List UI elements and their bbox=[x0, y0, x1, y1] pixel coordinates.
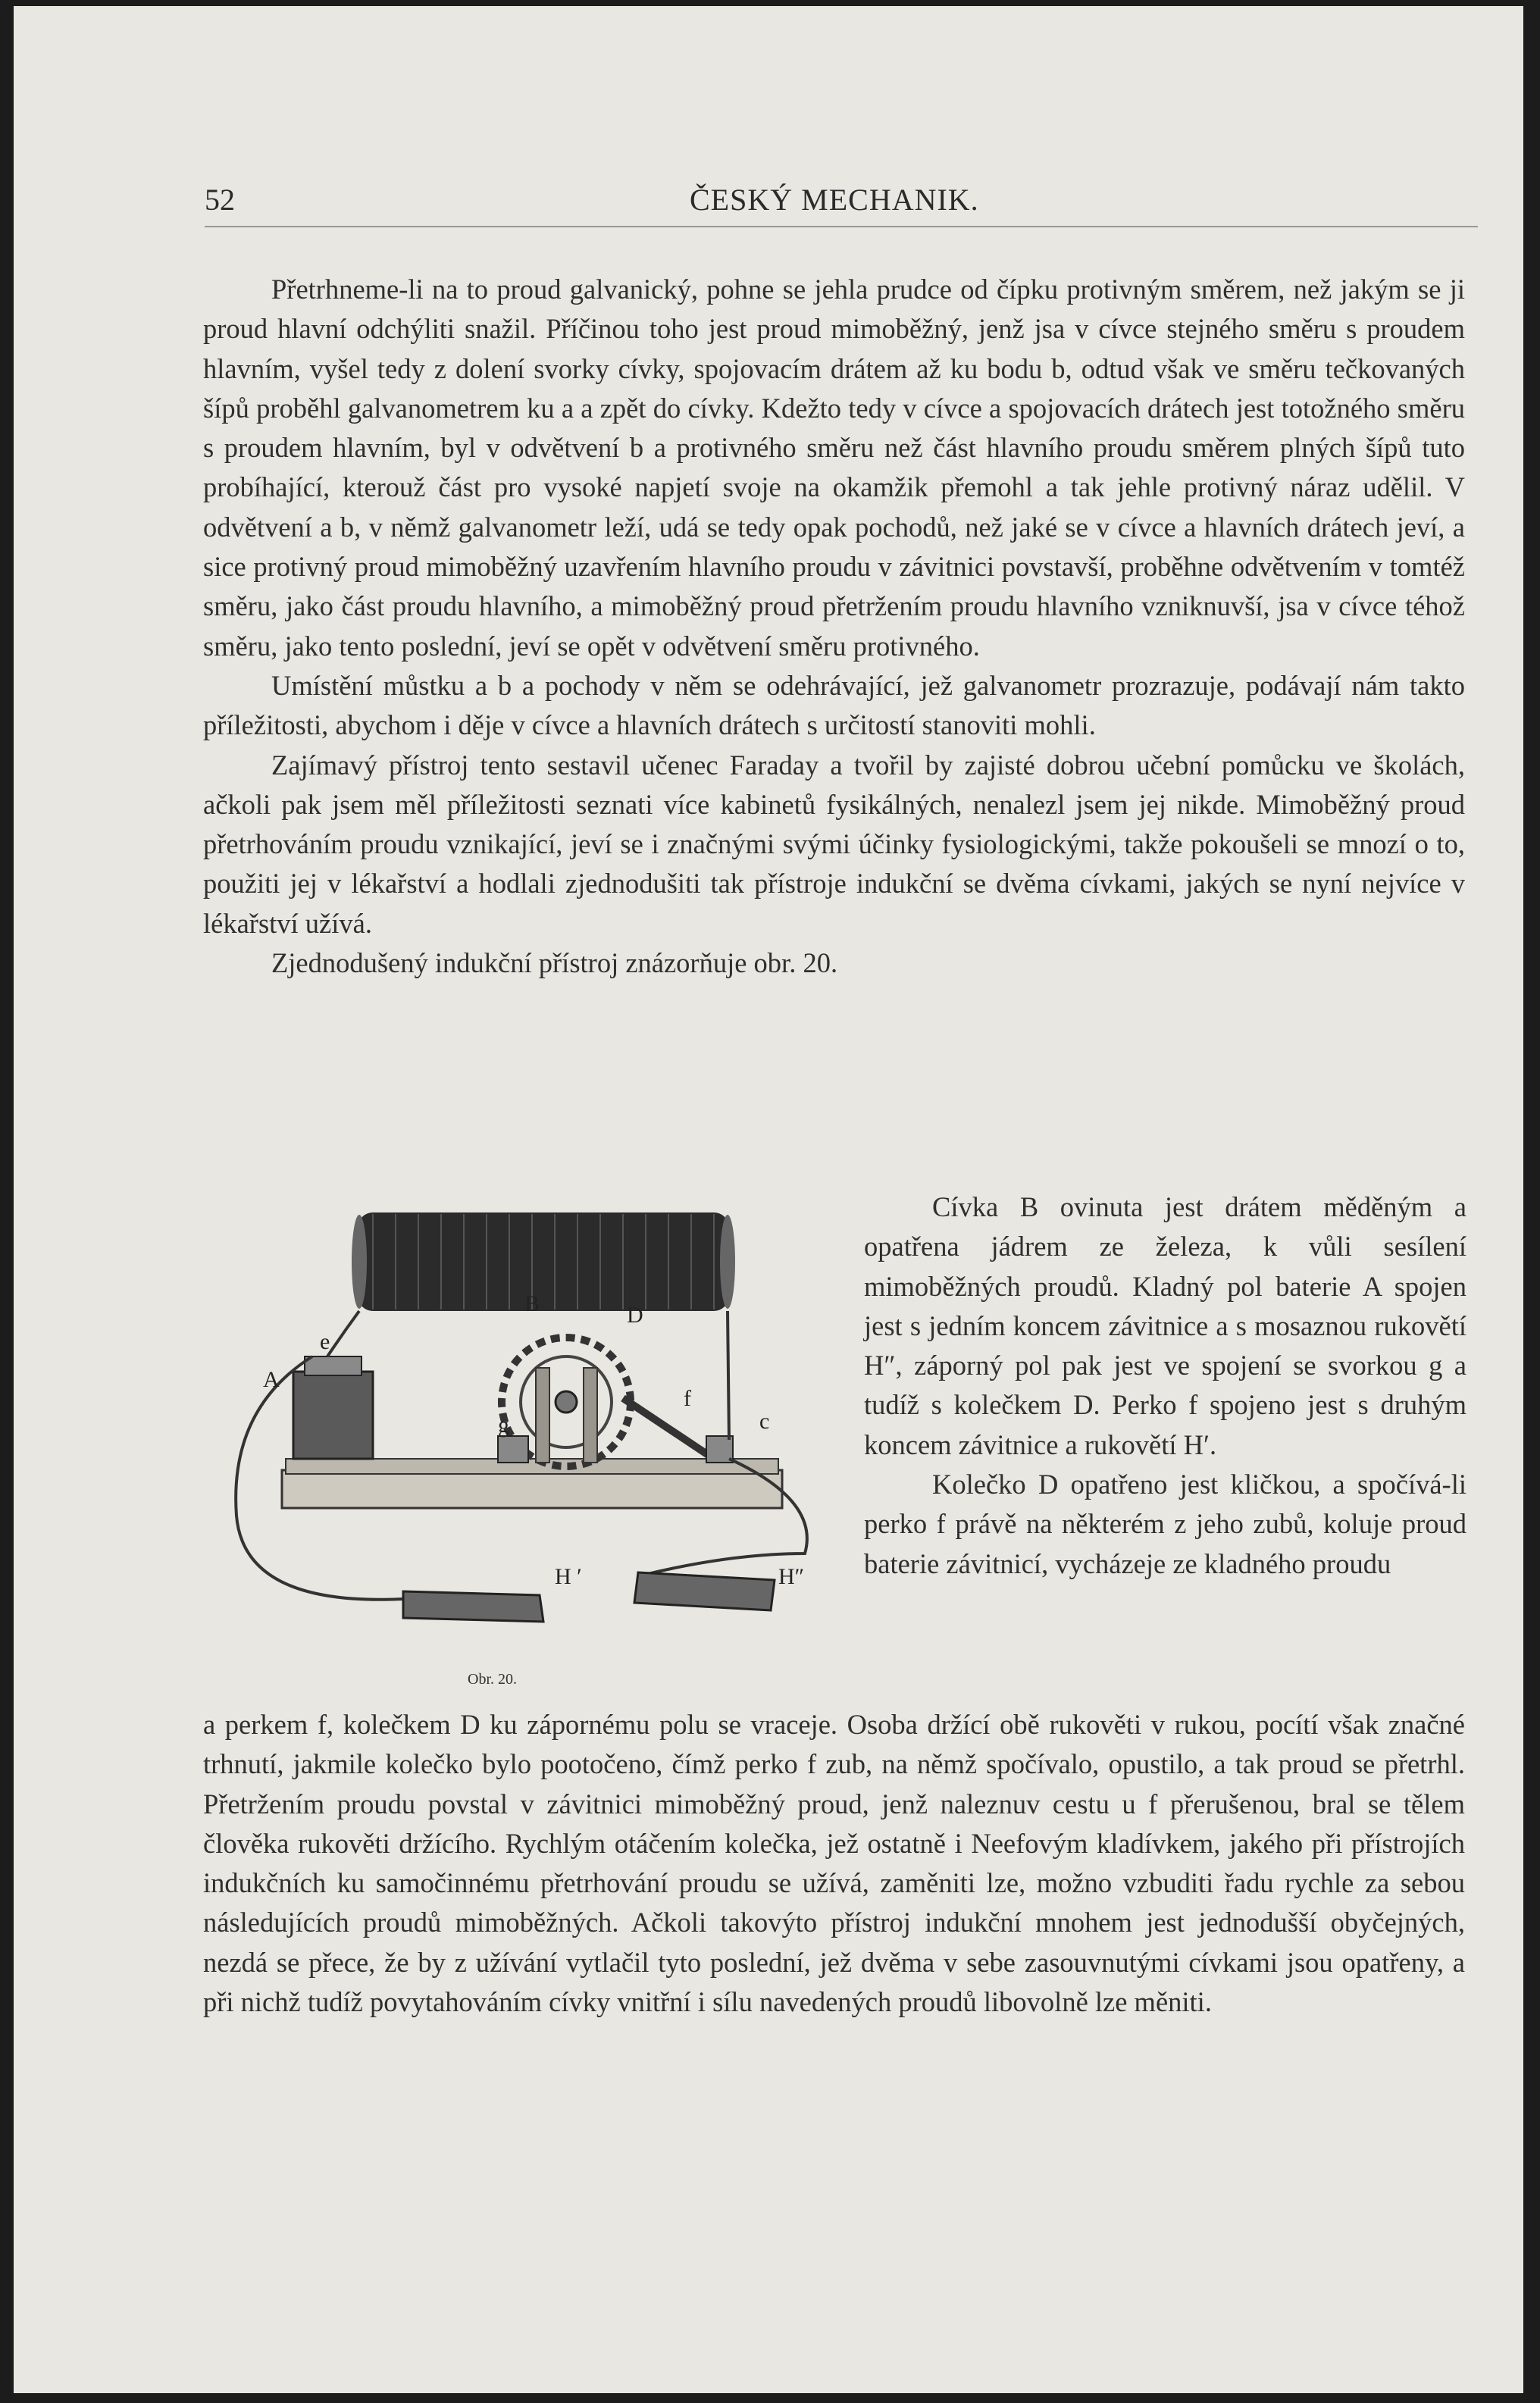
paragraph: Cívka B ovinuta jest drátem měděným a opatřena jádrem ze železa, k vůli sesílení mimoběžných proudů. Kladný pol baterie A spojen jest s jedním koncem závitnice a s mosaznou rukovětí H″, záporný pol pak jest ve spojení se svorkou g a tudíž s kolečkem D. Perko f spojeno jest s druhým koncem závitnice a rukovětí H′. bbox=[864, 1191, 1466, 1460]
wire-coil-battery bbox=[327, 1311, 359, 1356]
paragraph: Přetrhneme-li na to proud galvanický, pohne se jehla prudce od čípku protivným směrem, než jakým se ji proud hlavní odchýliti snažil. Příčinou toho jest proud mimoběžný, jenž jsa v cívce stejného směru s proudem hlavním, vyšel tedy z dolení svorky cívky, spojovacím drátem až ku bodu b, odtud však ve směru tečkovaných šípů proběhl galvanometrem ku a a zpět do cívky. Kdežto tedy v cívce a spojovacích drátech jest totožného směru s proudem hlavním, byl v odvětvení b a protivného směru než část hlavního proudu směrem plných šípů tuto probíhající, kterouž část pro vysoké napjetí svoje na okamžik přemohl a tak jehle protivný náraz udělil. V odvětvení a b, v němž galvanometr leží, udá se tedy opak pochodů, než jaké se v cívce a hlavních drátech jeví, a sice protivný proud mimoběžný uzavřením hlavního proudu v závitnici povstavší, proběhne odvětvením v tomtéž směru, jako část proudu hlavního, a mimoběžný proud přetržením proudu hlavního vzniknuvší, jsa v cívce téhož směru, jako tento poslední, jeví se opět v odvětvení směru protivného. bbox=[203, 274, 1465, 662]
coil-b bbox=[358, 1212, 729, 1311]
running-head: ČESKÝ MECHANIK. bbox=[690, 183, 979, 217]
label-b: B bbox=[524, 1291, 540, 1316]
handle-h2 bbox=[403, 1591, 543, 1622]
handle-h1 bbox=[634, 1572, 775, 1610]
induction-apparatus-illustration bbox=[199, 1197, 850, 1667]
coil-end-right bbox=[720, 1215, 735, 1309]
label-f: f bbox=[684, 1386, 691, 1411]
wire-coil-terminal bbox=[728, 1311, 729, 1440]
label-g: g bbox=[498, 1413, 509, 1438]
battery-cap bbox=[305, 1356, 362, 1375]
label-h-prime: H ′ bbox=[555, 1564, 582, 1589]
header-rule bbox=[205, 226, 1478, 227]
battery-a bbox=[293, 1372, 373, 1459]
wheel-axle bbox=[556, 1391, 577, 1413]
main-text-top bbox=[203, 270, 1465, 983]
label-c: c bbox=[759, 1409, 770, 1434]
page-number: 52 bbox=[205, 183, 235, 217]
side-text bbox=[864, 1187, 1466, 1584]
paragraph: a perkem f, kolečkem D ku zápornému polu se vraceje. Osoba držící obě rukověti v rukou, pocítí však značné trhnutí, jakmile kolečko bylo pootočeno, čímž perko f zub, na němž spočívalo, opustilo, a tak proud se přetrhl. Přetržením proudu povstal v závitnici mimoběžný proud, jenž naleznuv cestu u f přerušenou, bral se tělem člověka rukověti držícího. Rychlým otáčením kolečka, jež ostatně i Neefovým kladívkem, jakého při přístrojích indukčních ku samočinnému přetrhování proudu se užívá, zaměniti lze, možno vzbuditi řadu rychle za sebou následujících proudů mimoběžných. Ačkoli takovýto přístroj indukční mnohem jest jednodušší obyčejných, nezdá se přece, že by z užívání vytlačil tyto poslední, jež dvěma v sebe zasouvnutými cívkami jsou opatřeny, a při nichž tudíž povytahováním cívky vnitřní i sílu navedených proudů libovolně lze měniti. bbox=[203, 1709, 1465, 2018]
label-e: e bbox=[320, 1329, 330, 1354]
paragraph: Zjednodušený indukční přístroj znázorňuje obr. 20. bbox=[271, 947, 838, 979]
coil-end-left bbox=[352, 1215, 367, 1309]
main-text-bottom bbox=[203, 1705, 1465, 2022]
label-a: A bbox=[263, 1367, 280, 1392]
figure-caption: Obr. 20. bbox=[468, 1671, 517, 1688]
spring-f bbox=[623, 1398, 714, 1459]
paragraph: Kolečko D opatřeno jest kličkou, a spočívá-li perko f právě na některém z jeho zubů, koluje proud baterie závitnicí, vycházeje ze kladného proudu bbox=[864, 1469, 1466, 1579]
terminal-g bbox=[498, 1436, 528, 1463]
label-h-double-prime: H″ bbox=[778, 1564, 805, 1589]
wheel-support-right bbox=[584, 1368, 597, 1463]
paragraph: Umístění můstku a b a pochody v něm se odehrávající, jež galvanometr prozrazuje, podávají nám takto příležitosti, abychom i děje v cívce a hlavních drátech s určitostí stanoviti mohli. bbox=[203, 669, 1465, 741]
terminal-c bbox=[706, 1436, 733, 1463]
wheel-support-left bbox=[536, 1368, 549, 1463]
figure-induction-apparatus bbox=[199, 1197, 850, 1697]
label-d: D bbox=[627, 1303, 643, 1328]
base-top bbox=[286, 1459, 778, 1474]
paragraph: Zajímavý přístroj tento sestavil učenec Faraday a tvořil by zajisté dobrou učební pomůcku ve školách, ačkoli pak jsem měl příležitosti seznati více kabinetů fysikálných, nenalezl jsem jej nikde. Mimoběžný proud přetrhováním proudu vznikající, jeví se i značnými svými účinky fysiologickými, takže pokoušeli se mnozí o to, použiti jej v lékařství a hodlali zjednodušiti tak přístroje indukční se dvěma cívkami, jakých se nyní nejvíce v lékařství užívá. bbox=[203, 749, 1465, 939]
base-board bbox=[282, 1470, 782, 1508]
